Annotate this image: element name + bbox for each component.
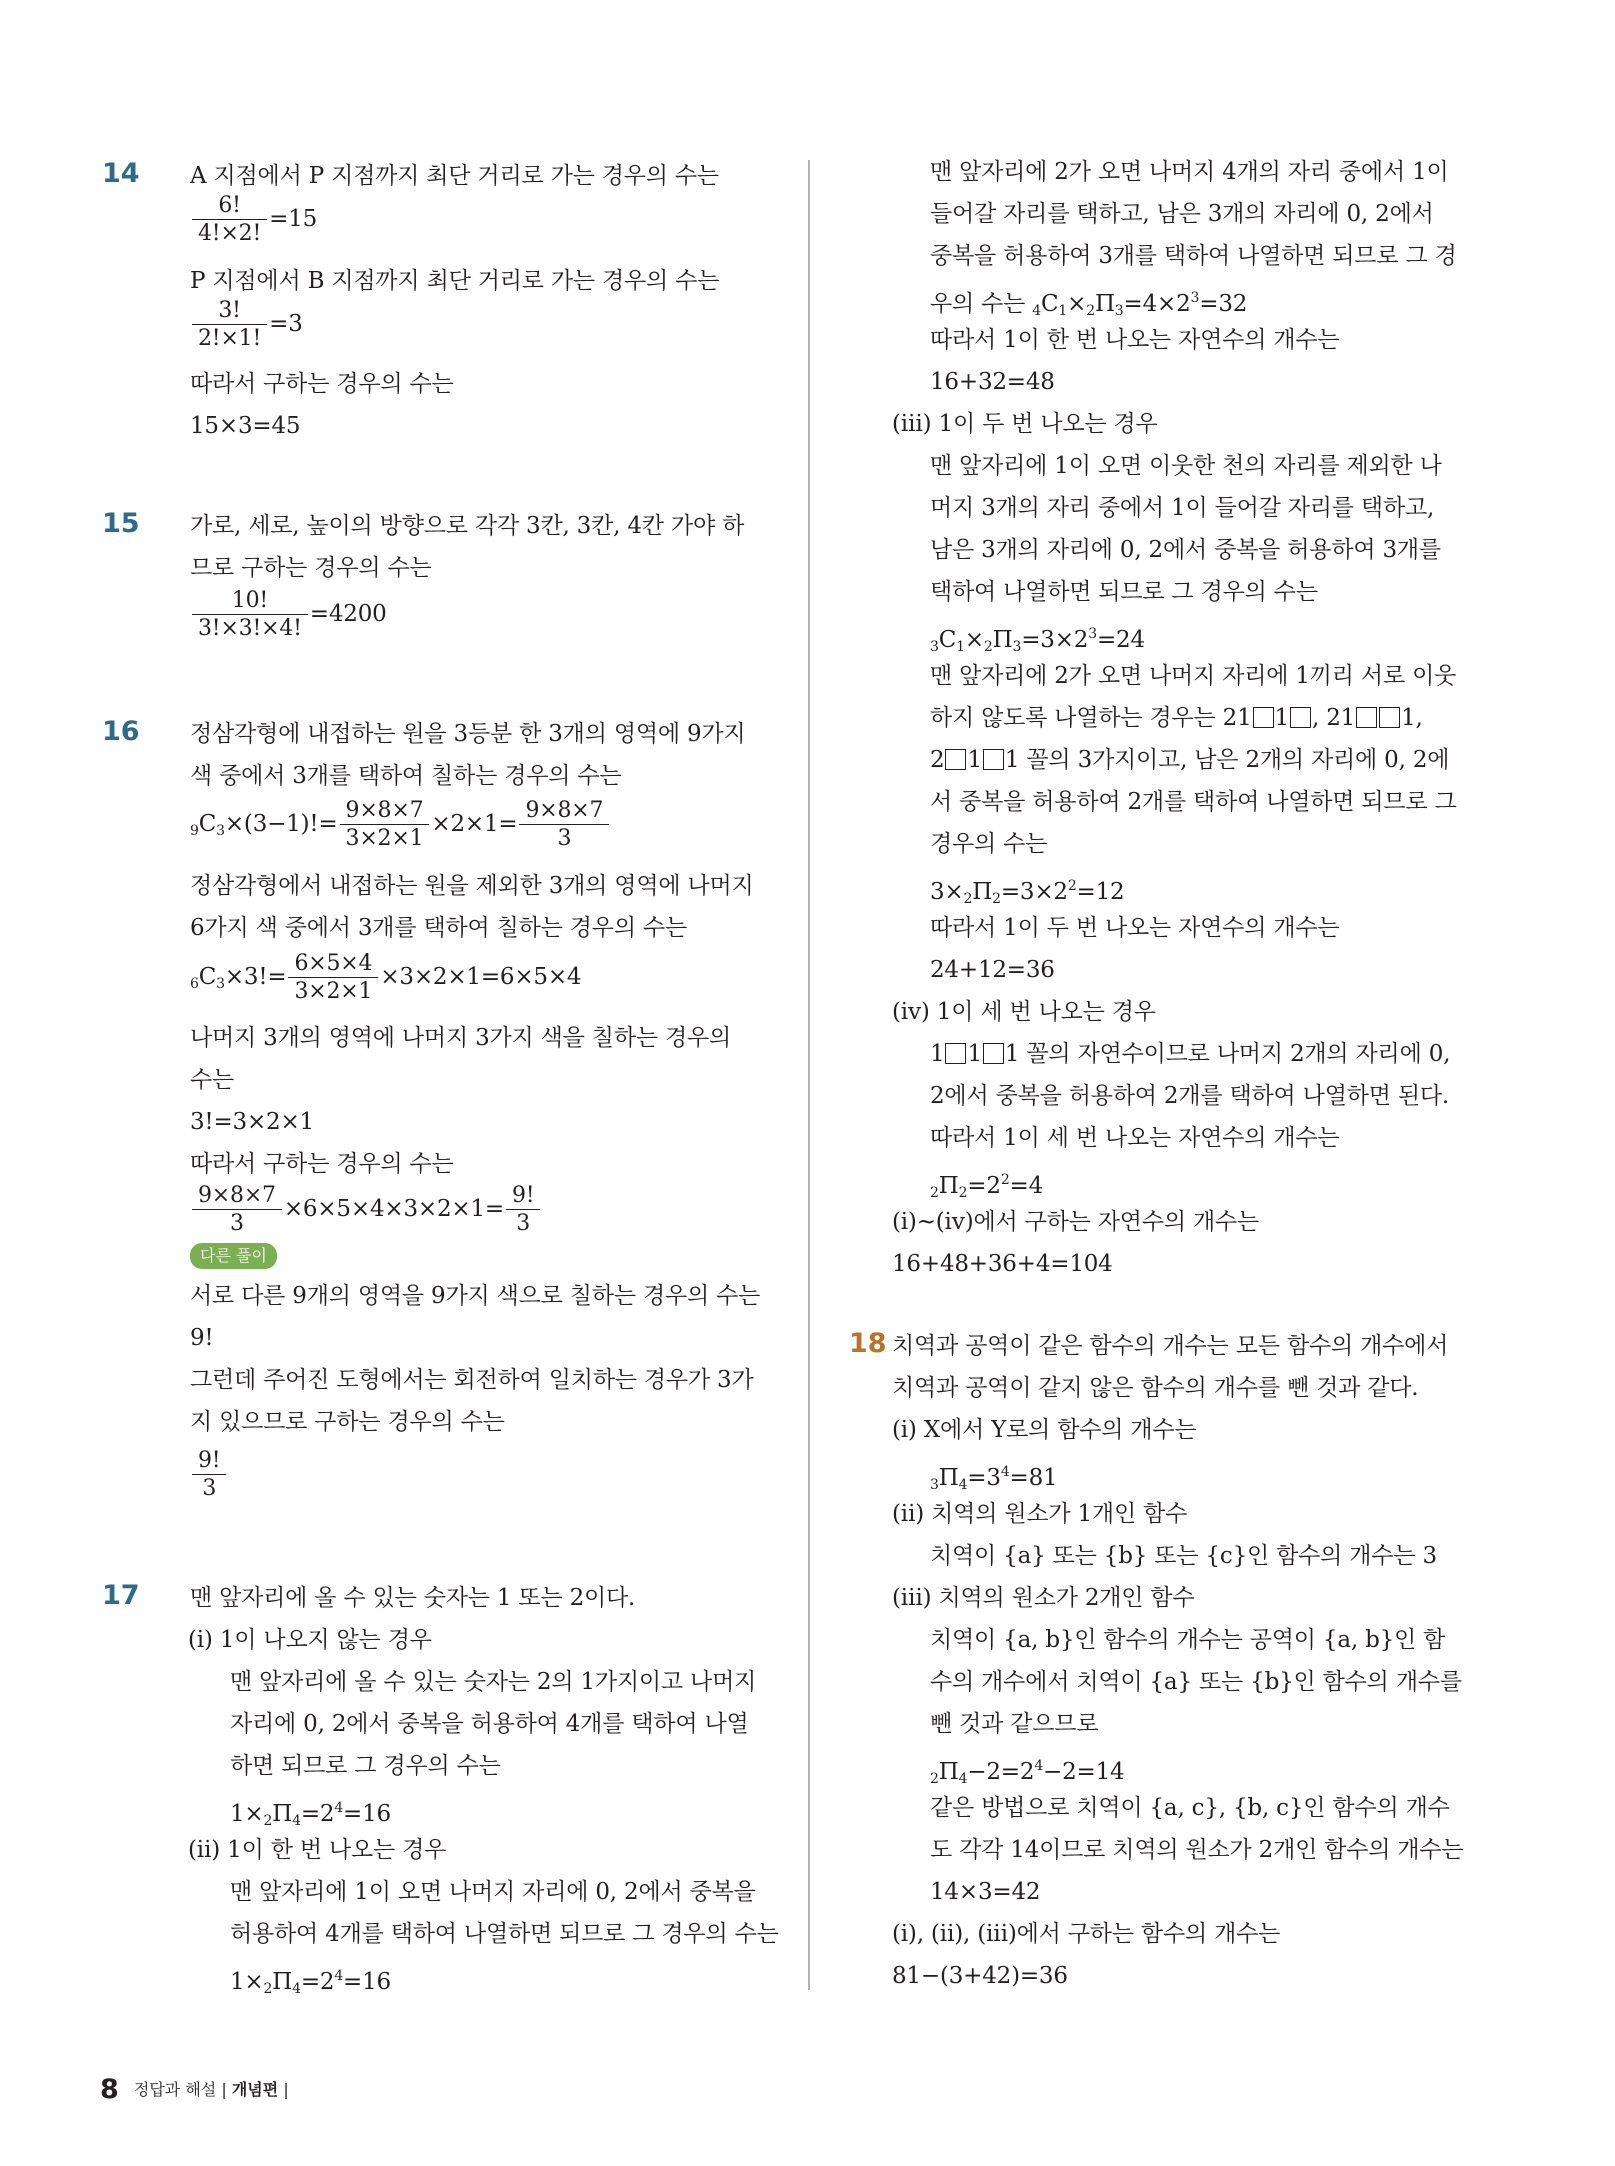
text-line: 15×3=45	[190, 413, 301, 439]
formula: 우의 수는 $_4C_1\times_2\Pi_3=4\times 2^3=32$	[930, 290, 1248, 319]
text-line: 맨 앞자리에 올 수 있는 숫자는 1 또는 2이다.	[190, 1585, 636, 1611]
fraction: $\frac{9!}{3}$	[192, 1450, 226, 1500]
fraction: $\frac{9!}{3}$	[506, 1185, 540, 1235]
formula: $_6C_3\times 3!=$ $\frac{6\times 5\times 4}{3\times 2\times 1}$ ×3×2×1=6×5×4	[190, 951, 582, 1004]
formula: $_3\Pi_4=3^4=81$	[930, 1464, 1058, 1493]
column-divider	[808, 160, 810, 1990]
blank-box	[1253, 707, 1274, 728]
blank-box	[1356, 707, 1377, 728]
text-line: 택하여 나열하면 되므로 그 경우의 수는	[930, 579, 1318, 605]
blank-box	[1290, 707, 1311, 728]
formula	[190, 1450, 228, 1500]
text-line: 치역이 {a} 또는 {b} 또는 {c}인 함수의 개수는 3	[930, 1543, 1437, 1569]
text-line: 6가지 색 중에서 3개를 택하여 칠하는 경우의 수는	[190, 915, 687, 941]
text-line: A 지점에서 P 지점까지 최단 거리로 가는 경우의 수는	[190, 163, 719, 189]
formula: $\frac{6!}{4!\times 2!}$ =15	[190, 195, 317, 245]
formula: $\frac{3!}{2!\times 1!}$ =3	[190, 300, 303, 350]
text-line: 맨 앞자리에 2가 오면 나머지 4개의 자리 중에서 1이	[930, 159, 1449, 185]
case-heading: (ⅱ) 치역의 원소가 1개인 함수	[892, 1501, 1188, 1527]
formula: $\frac{9\times 8\times 7}{3}$ ×6×5×4×3×2×1= $\frac{9!}{3}$	[190, 1185, 542, 1235]
case-heading: (ⅱ) 1이 한 번 나오는 경우	[188, 1837, 447, 1863]
text-line: 정삼각형에 내접하는 원을 3등분 한 3개의 영역에 9가지	[190, 721, 746, 747]
text-line: 맨 앞자리에 1이 오면 이웃한 천의 자리를 제외한 나	[930, 453, 1442, 479]
text-line: 서로 다른 9개의 영역을 9가지 색으로 칠하는 경우의 수는	[190, 1283, 761, 1309]
text-line: (ⅰ)~(ⅳ)에서 구하는 자연수의 개수는	[892, 1209, 1260, 1235]
blank-box	[945, 749, 966, 770]
formula: $\frac{10!}{3!\times 3!\times 4!}$ =4200	[190, 590, 387, 640]
fraction: $\frac{9\times 8\times 7}{3\times 2\times 1}$	[340, 800, 430, 850]
formula: $3\times_2\Pi_2=3\times 2^2=12$	[930, 878, 1125, 907]
text-line: 경우의 수는	[930, 831, 1048, 857]
text-line: 2 1 1 꼴의 3가지이고, 남은 2개의 자리에 0, 2에	[930, 747, 1450, 773]
fraction: $\frac{6\times 5\times 4}{3\times 2\times 1}$	[288, 953, 378, 1003]
text-line: 색 중에서 3개를 택하여 칠하는 경우의 수는	[190, 763, 622, 789]
text-line: 9!	[190, 1325, 214, 1351]
text-line: 1 1 1 꼴의 자연수이므로 나머지 2개의 자리에 0,	[930, 1041, 1451, 1067]
text-line: 자리에 0, 2에서 중복을 허용하여 4개를 택하여 나열	[230, 1711, 749, 1737]
text-line: 16+48+36+4=104	[892, 1251, 1113, 1277]
case-heading: (ⅰ) 1이 나오지 않는 경우	[188, 1627, 432, 1653]
formula: $_3C_1\times_2\Pi_3=3\times 2^3=24$	[930, 626, 1145, 655]
formula: $1\times_2\Pi_4=2^4=16$	[230, 1800, 391, 1829]
text-line: 허용하여 4개를 택하여 나열하면 되므로 그 경우의 수는	[230, 1921, 779, 1947]
footer-separator: |	[221, 2080, 227, 2099]
fraction: $\frac{9\times 8\times 7}{3}$	[519, 800, 609, 850]
text-line: 나머지 3개의 영역에 나머지 3가지 색을 칠하는 경우의	[190, 1025, 732, 1051]
question-number: 18	[849, 1328, 887, 1359]
text-line: 16+32=48	[930, 369, 1055, 395]
text-line: 하지 않도록 나열하는 경우는 21 1 , 21 1,	[930, 705, 1423, 731]
footer-section: 개념편	[231, 2080, 279, 2099]
text-line: 따라서 구하는 경우의 수는	[190, 371, 454, 397]
text-line: 치역과 공역이 같은 함수의 개수는 모든 함수의 개수에서	[892, 1333, 1449, 1359]
blank-box	[1379, 707, 1400, 728]
text-line: 머지 3개의 자리 중에서 1이 들어갈 자리를 택하고,	[930, 495, 1435, 521]
text-line: 수의 개수에서 치역이 {a} 또는 {b}인 함수의 개수를	[930, 1669, 1462, 1695]
case-heading: (ⅰ) X에서 Y로의 함수의 개수는	[892, 1417, 1197, 1443]
text-line: 81−(3+42)=36	[892, 1963, 1068, 1989]
text-line: 그런데 주어진 도형에서는 회전하여 일치하는 경우가 3가	[190, 1367, 754, 1393]
formula: $1\times_2\Pi_4=2^4=16$	[230, 1968, 391, 1997]
fraction: $\frac{6!}{4!\times 2!}$	[192, 195, 267, 245]
blank-box	[983, 749, 1004, 770]
text-line: 하면 되므로 그 경우의 수는	[230, 1753, 501, 1779]
fraction: $\frac{9\times 8\times 7}{3}$	[192, 1185, 282, 1235]
text-line: 맨 앞자리에 2가 오면 나머지 자리에 1끼리 서로 이웃	[930, 663, 1457, 689]
text-line: 맨 앞자리에 올 수 있는 숫자는 2의 1가지이고 나머지	[230, 1669, 757, 1695]
formula: $_9C_3\times(3-1)!=$ $\frac{9\times 8\times 7}{3\times 2\times 1}$ ×2×1= $\frac{9\times 8\times 7}{3}$	[190, 800, 611, 851]
case-heading: (ⅲ) 1이 두 번 나오는 경우	[892, 411, 1158, 437]
text-line: 수는	[190, 1067, 235, 1093]
question-number: 14	[102, 158, 140, 189]
page-footer	[100, 2074, 289, 2105]
case-heading: (ⅳ) 1이 세 번 나오는 경우	[892, 999, 1156, 1025]
text-line: 24+12=36	[930, 957, 1055, 983]
text-line: 지 있으므로 구하는 경우의 수는	[190, 1409, 505, 1435]
footer-separator: |	[283, 2080, 289, 2099]
text-line: P 지점에서 B 지점까지 최단 거리로 가는 경우의 수는	[190, 268, 720, 294]
text-line: 남은 3개의 자리에 0, 2에서 중복을 허용하여 3개를	[930, 537, 1441, 563]
text-line: 치역과 공역이 같지 않은 함수의 개수를 뺀 것과 같다.	[892, 1375, 1419, 1401]
question-number: 16	[102, 716, 140, 747]
blank-box	[945, 1043, 966, 1064]
text-line: 중복을 허용하여 3개를 택하여 나열하면 되므로 그 경	[930, 243, 1457, 269]
text-line: 뺀 것과 같으므로	[930, 1711, 1099, 1737]
blank-box	[983, 1043, 1004, 1064]
text-line: 서 중복을 허용하여 2개를 택하여 나열하면 되므로 그	[930, 789, 1457, 815]
fraction: $\frac{3!}{2!\times 1!}$	[192, 300, 267, 350]
text-line: 2에서 중복을 허용하여 2개를 택하여 나열하면 된다.	[930, 1083, 1450, 1109]
text-line: 치역이 {a, b}인 함수의 개수는 공역이 {a, b}인 함	[930, 1627, 1446, 1653]
page-number: 8	[100, 2074, 119, 2105]
question-number: 15	[102, 508, 140, 539]
alt-solution-badge: 다른 풀이	[190, 1243, 277, 1269]
text-line: (ⅰ), (ⅱ), (ⅲ)에서 구하는 함수의 개수는	[892, 1921, 1281, 1947]
text-line: 가로, 세로, 높이의 방향으로 각각 3칸, 3칸, 4칸 가야 하	[190, 513, 745, 539]
text-line: 3!=3×2×1	[190, 1109, 314, 1135]
text-line: 같은 방법으로 치역이 {a, c}, {b, c}인 함수의 개수	[930, 1795, 1450, 1821]
text-line: 들어갈 자리를 택하고, 남은 3개의 자리에 0, 2에서	[930, 201, 1434, 227]
text-line: 따라서 구하는 경우의 수는	[190, 1151, 454, 1177]
case-heading: (ⅲ) 치역의 원소가 2개인 함수	[892, 1585, 1195, 1611]
question-number: 17	[102, 1580, 140, 1611]
formula: $_2\Pi_4-2=2^4-2=14$	[930, 1758, 1125, 1787]
text-line: 14×3=42	[930, 1879, 1041, 1905]
formula: $_2\Pi_2=2^2=4$	[930, 1172, 1044, 1201]
text-line: 므로 구하는 경우의 수는	[190, 555, 432, 581]
text-line: 도 각각 14이므로 치역의 원소가 2개인 함수의 개수는	[930, 1837, 1464, 1863]
text-line: 따라서 1이 한 번 나오는 자연수의 개수는	[930, 327, 1340, 353]
text-line: 따라서 1이 두 번 나오는 자연수의 개수는	[930, 915, 1340, 941]
text-line: 따라서 1이 세 번 나오는 자연수의 개수는	[930, 1125, 1340, 1151]
text-line: 맨 앞자리에 1이 오면 나머지 자리에 0, 2에서 중복을	[230, 1879, 756, 1905]
fraction: $\frac{10!}{3!\times 3!\times 4!}$	[192, 590, 308, 640]
text-line: 정삼각형에서 내접하는 원을 제외한 3개의 영역에 나머지	[190, 873, 754, 899]
footer-label: 정답과 해설	[133, 2080, 217, 2099]
